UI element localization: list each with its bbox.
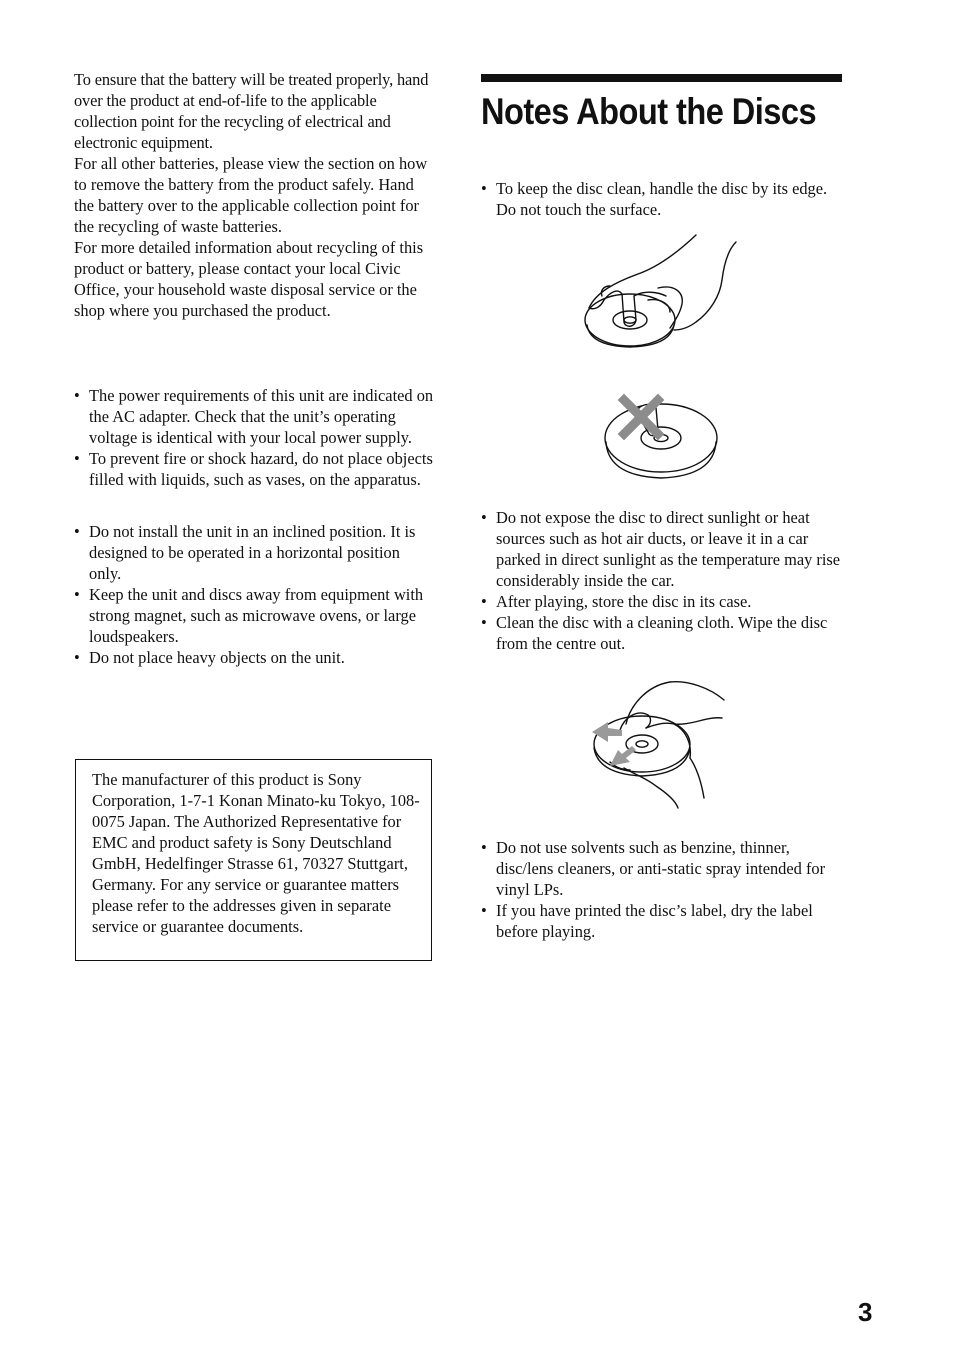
list-item: • Do not place heavy objects on the unit. <box>74 647 436 668</box>
list-item: • The power requirements of this unit are indicated on the AC adapter. Check that the unit’s operating voltage is identical with your local power supply. <box>74 385 436 448</box>
section-title: Notes About the Discs <box>481 91 817 132</box>
battery-paragraph-2: For all other batteries, please view the section on how to remove the battery from the product safely. Hand the battery over to the applicable collection point for the recycling of waste batteries. <box>74 154 428 236</box>
manufacturer-notice-box <box>75 759 432 961</box>
left-column <box>74 69 436 668</box>
list-item: • To keep the disc clean, handle the disc by its edge. Do not touch the surface. <box>481 178 843 220</box>
installation-bullet-list <box>74 521 436 668</box>
cleaning-bullet-list <box>481 837 843 942</box>
list-item: • After playing, store the disc in its case. <box>481 591 843 612</box>
disc-touch-surface-illustration <box>600 390 722 482</box>
power-bullet-list <box>74 385 436 490</box>
title-rule <box>481 74 842 82</box>
list-item: • Keep the unit and discs away from equipment with strong magnet, such as microwave ovens, or large loudspeakers. <box>74 584 436 647</box>
cleaning-section <box>481 837 843 942</box>
list-item: • Do not expose the disc to direct sunlight or heat sources such as hot air ducts, or leave it in a car parked in direct sunlight as the temperature may rise considerably inside the car. <box>481 507 843 591</box>
right-column <box>481 74 843 220</box>
disc-held-by-edge-illustration <box>578 230 748 352</box>
storage-section <box>481 507 843 654</box>
list-item: • If you have printed the disc’s label, dry the label before playing. <box>481 900 843 942</box>
battery-paragraph-3: For more detailed information about recycling of this product or battery, please contact your local Civic Office, your household waste disposal service or the shop where you purchased the product. <box>74 238 424 320</box>
page-number: 3 <box>858 1297 873 1327</box>
list-item: • Do not use solvents such as benzine, thinner, disc/lens cleaners, or anti-static spray intended for vinyl LPs. <box>481 837 843 900</box>
disc-cleaning-illustration <box>590 674 730 810</box>
list-item: • Do not install the unit in an inclined position. It is designed to be operated in a horizontal position only. <box>74 521 436 584</box>
list-item: • To prevent fire or shock hazard, do not place objects filled with liquids, such as vases, on the apparatus. <box>74 448 436 490</box>
manufacturer-notice: The manufacturer of this product is Sony Corporation, 1-7-1 Konan Minato-ku Tokyo, 108-0075 Japan. The Authorized Representative for EMC and product safety is Sony Deutschland GmbH, Hedelfinger Strasse 61, 70327 Stuttgart, Germany. For any service or guarantee matters please refer to the addresses given in separate service or guarantee documents. <box>92 770 420 936</box>
list-item: • Clean the disc with a cleaning cloth. Wipe the disc from the centre out. <box>481 612 843 654</box>
battery-paragraph-1: To ensure that the battery will be treated properly, hand over the product at end-of-life to the applicable collection point for the recycling of electrical and electronic equipment. <box>74 70 429 152</box>
handling-bullet-list <box>481 178 843 220</box>
storage-bullet-list <box>481 507 843 654</box>
